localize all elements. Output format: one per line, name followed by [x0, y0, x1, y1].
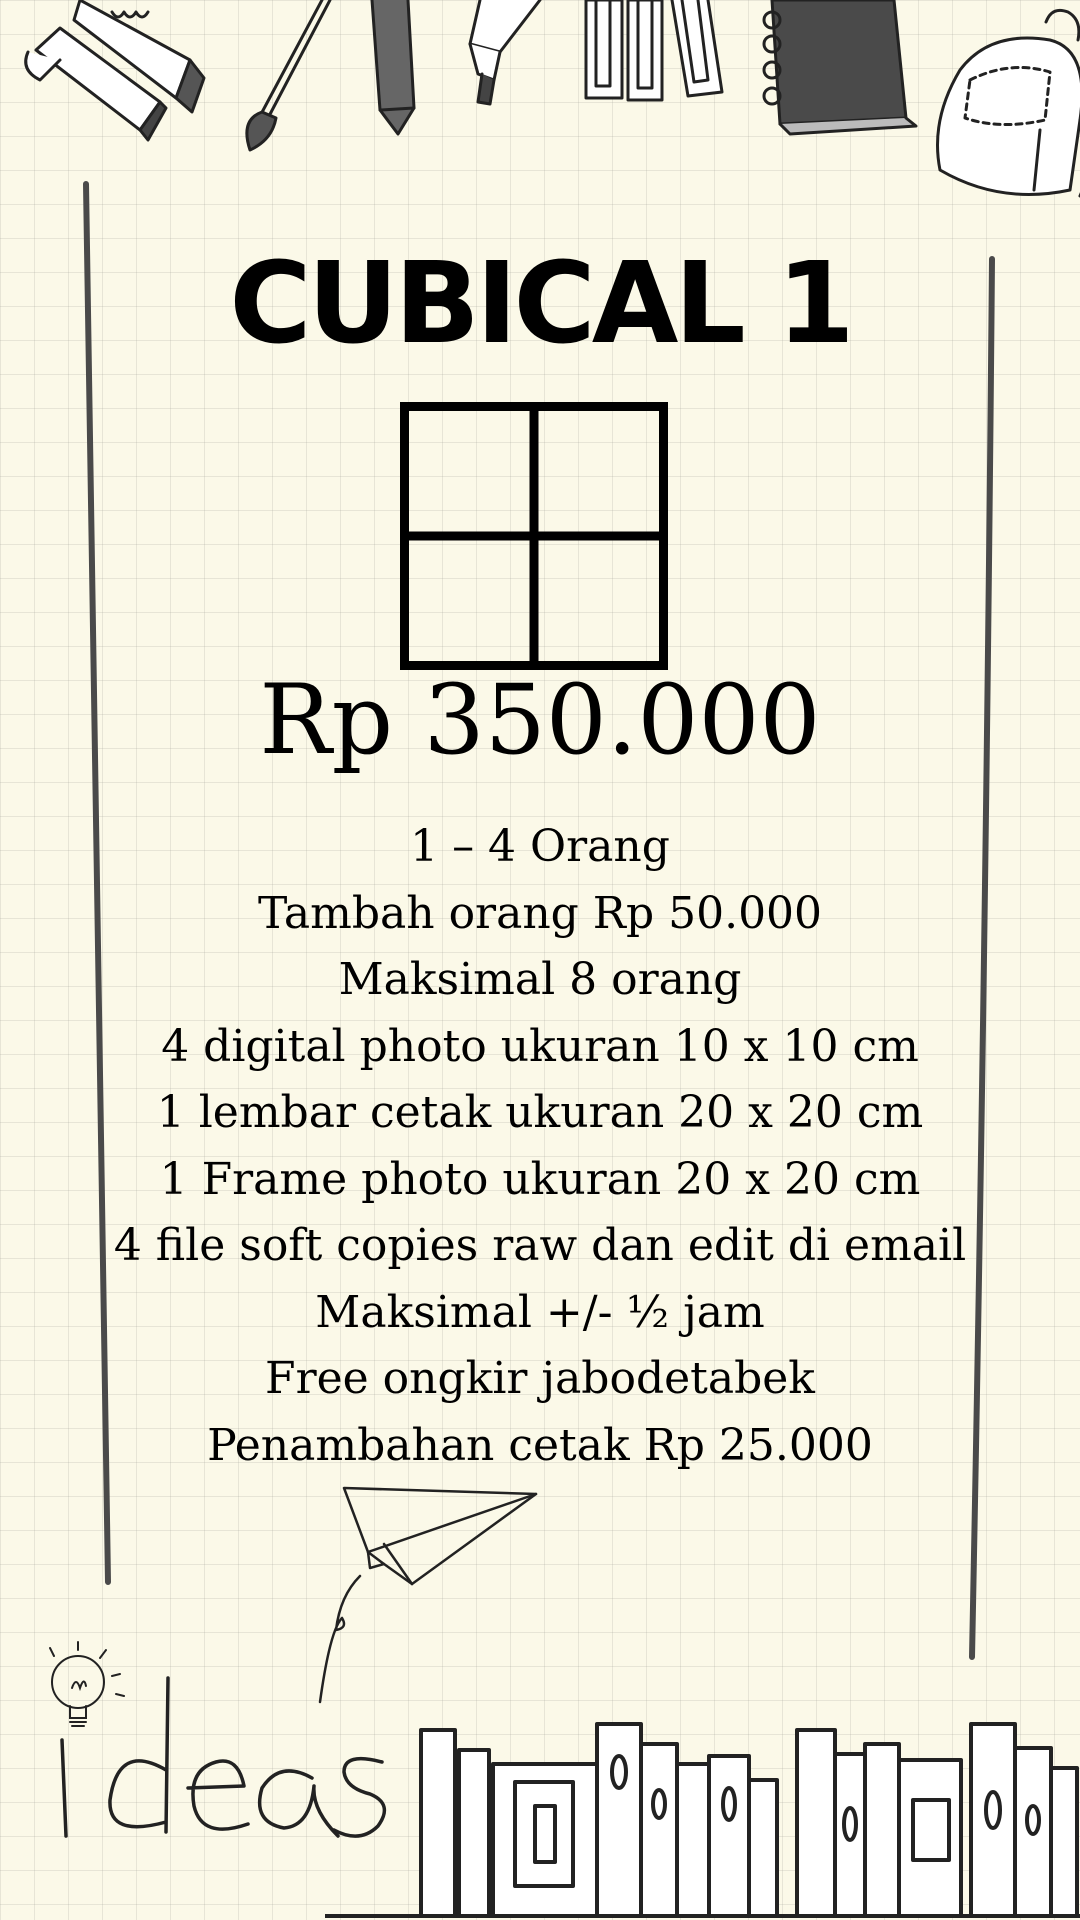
notebook-icon	[764, 0, 916, 134]
feature-item: Maksimal +/- ½ jam	[315, 1286, 765, 1338]
paintbrush-icon	[247, 0, 330, 150]
backpack-icon	[938, 10, 1080, 196]
four-panel-grid-icon	[400, 402, 668, 670]
feature-item: Penambahan cetak Rp 25.000	[207, 1419, 873, 1471]
feature-item: Tambah orang Rp 50.000	[257, 887, 823, 939]
paint-tube-icon	[26, 0, 204, 140]
marker-icon	[470, 0, 540, 104]
feature-item: Free ongkir jabodetabek	[265, 1353, 815, 1404]
books-icon	[586, 0, 722, 100]
feature-item: 1 Frame photo ukuran 20 x 20 cm	[159, 1153, 921, 1205]
package-price: Rp 350.000	[259, 664, 821, 776]
top-doodles	[0, 0, 1080, 210]
feature-item: 1 lembar cetak ukuran 20 x 20 cm	[156, 1087, 924, 1138]
package-title: CUBICAL 1	[229, 239, 851, 369]
pencil-icon	[372, 0, 414, 134]
feature-item: Maksimal 8 orang	[338, 954, 742, 1005]
feature-item: 4 digital photo ukuran 10 x 10 cm	[161, 1020, 919, 1072]
bookshelf-icon	[325, 1720, 1080, 1920]
feature-list	[60, 814, 1020, 1479]
feature-item: 1 – 4 Orang	[410, 821, 670, 872]
feature-item: 4 file soft copies raw dan edit di email	[113, 1220, 967, 1271]
